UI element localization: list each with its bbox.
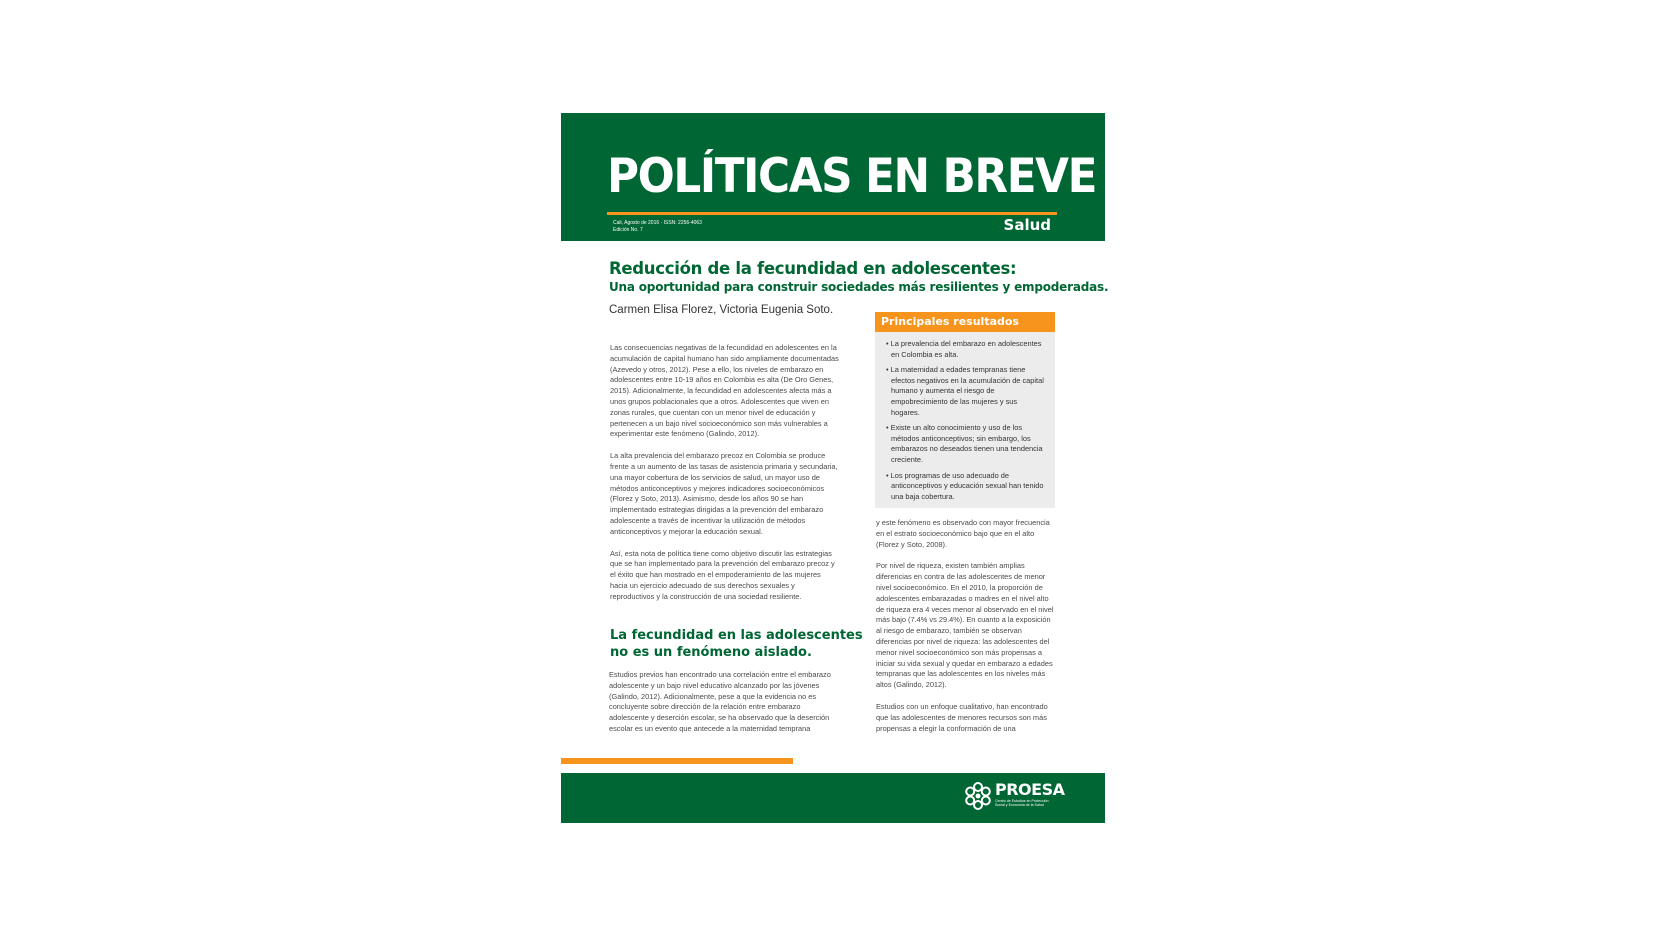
logo-tagline: Centro de Estudios en Protección Social y Economía de la Salud [995, 799, 1049, 808]
body-paragraph: Estudios previos han encontrado una correlación entre el embarazo adolescente y un bajo nivel educativo alcanzado por las jóvenes (Galindo, 2012). Adicionalmente, pese a que la evidencia no es concluyente sobre dirección de la relación entre embarazo adolescente y deserción escolar, se ha observado que la deserción escolar es un evento que antecede a la maternidad temprana [609, 670, 831, 733]
right-column [876, 518, 1056, 745]
footer-accent-bar [561, 758, 793, 764]
article-title: Reducción de la fecundidad en adolescentes: [609, 259, 1017, 278]
flower-icon [963, 781, 993, 811]
section-heading-line: La fecundidad en las adolescentes [610, 628, 863, 643]
body-paragraph: y este fenómeno es observado con mayor frecuencia en el estrato socioeconómico bajo que en el alto (Florez y Soto, 2008). [876, 518, 1050, 549]
body-paragraph: Por nivel de riqueza, existen también amplias diferencias en contra de las adolescentes de menor nivel socioeconómico. En el 2010, la proporción de adolescentes embarazadas o madres en el nivel alto de riqueza era 4 veces menor al observado en el nivel más bajo (7.4% vs 29.4%). En cuanto a la exposición al riesgo de embarazo, también se observan diferencias por nivel de riqueza: las adolescentes del menor nivel socioeconómico son más propensas a iniciar su vida sexual y quedar en embarazo a edades tempranas que las adolescentes en los niveles más altos (Galindo, 2012). [876, 561, 1054, 690]
article-authors: Carmen Elisa Florez, Victoria Eugenia Soto. [609, 304, 834, 316]
footer-banner [561, 773, 1105, 823]
list-item: • La maternidad a edades tempranas tiene efectos negativos en la acumulación de capital humano y aumenta el riesgo de empobrecimiento de las mujeres y sus hogares. [886, 365, 1044, 417]
list-item: • La prevalencia del embarazo en adolescentes en Colombia es alta. [886, 339, 1042, 359]
logo-wordmark: PROESA [995, 780, 1065, 799]
section-heading [610, 627, 863, 661]
body-paragraph: Estudios con un enfoque cualitativo, han encontrado que las adolescentes de menores recursos son más propensas a elegir la conformación de una [876, 701, 1048, 733]
key-results-list [875, 332, 1055, 502]
publication-title: POLÍTICAS EN BREVE [607, 149, 1097, 204]
key-results-title: Principales resultados [875, 312, 1055, 332]
section-heading-line: no es un fenómeno aislado. [610, 645, 812, 660]
issue-number: Edición No. 7 [613, 227, 643, 233]
issue-meta [613, 220, 702, 234]
left-column [610, 343, 840, 614]
list-item: • Existe un alto conocimiento y uso de los métodos anticonceptivos; sin embargo, los embarazos no deseados tienen una tendencia creciente. [886, 423, 1043, 464]
body-paragraph: La alta prevalencia del embarazo precoz en Colombia se produce frente a un aumento de las tasas de asistencia primaria y secundaria, una mayor cobertura de los servicios de salud, un mayor uso de métodos anticonceptivos y mejores indicadores socioeconómicos (Florez y Soto, 2013). Asimismo, desde los años 90 se han implementado estrategias dirigidas a la prevención del embarazo adolescente a través de incentivar la utilización de métodos anticonceptivos y mejorar la educación sexual. [610, 451, 838, 536]
issue-date-issn: Cali, Agosto de 2016 · ISSN: 2256-4063 [613, 220, 702, 226]
article-subtitle: Una oportunidad para construir sociedades más resilientes y empoderadas. [609, 280, 1109, 294]
list-item: • Los programas de uso adecuado de anticonceptivos y educación sexual han tenido una baja cobertura. [886, 470, 1044, 501]
section-label: Salud [1003, 216, 1051, 234]
body-paragraph: Las consecuencias negativas de la fecundidad en adolescentes en la acumulación de capital humano han sido ampliamente documentadas (Azevedo y otros, 2012). Pese a ello, los niveles de embarazo en adolescentes entre 10-19 años en Colombia es alta (De Oro Genes, 2015). Adicionalmente, la fecundidad en adolescentes afecta más a unos grupos poblacionales que a otros. Adolescentes que viven en zonas rurales, que cuentan con un menor nivel de educación y pertenecen a un bajo nivel socioeconómico son más vulnerables a experimentar este fenómeno (Galindo, 2012). [610, 343, 839, 439]
policy-brief-page [561, 113, 1109, 823]
header-banner [561, 113, 1105, 241]
key-results-box [875, 312, 1055, 508]
header-divider [607, 212, 1057, 215]
left-column-continued [609, 670, 839, 735]
body-paragraph: Así, esta nota de política tiene como objetivo discutir las estrategias que se han implementado para la prevención del embarazo precoz y el éxito que han mostrado en el empoderamiento de las mujeres hacia un ejercicio adecuado de sus derechos sexuales y reproductivos y la construcción de una sociedad resiliente. [610, 548, 835, 601]
